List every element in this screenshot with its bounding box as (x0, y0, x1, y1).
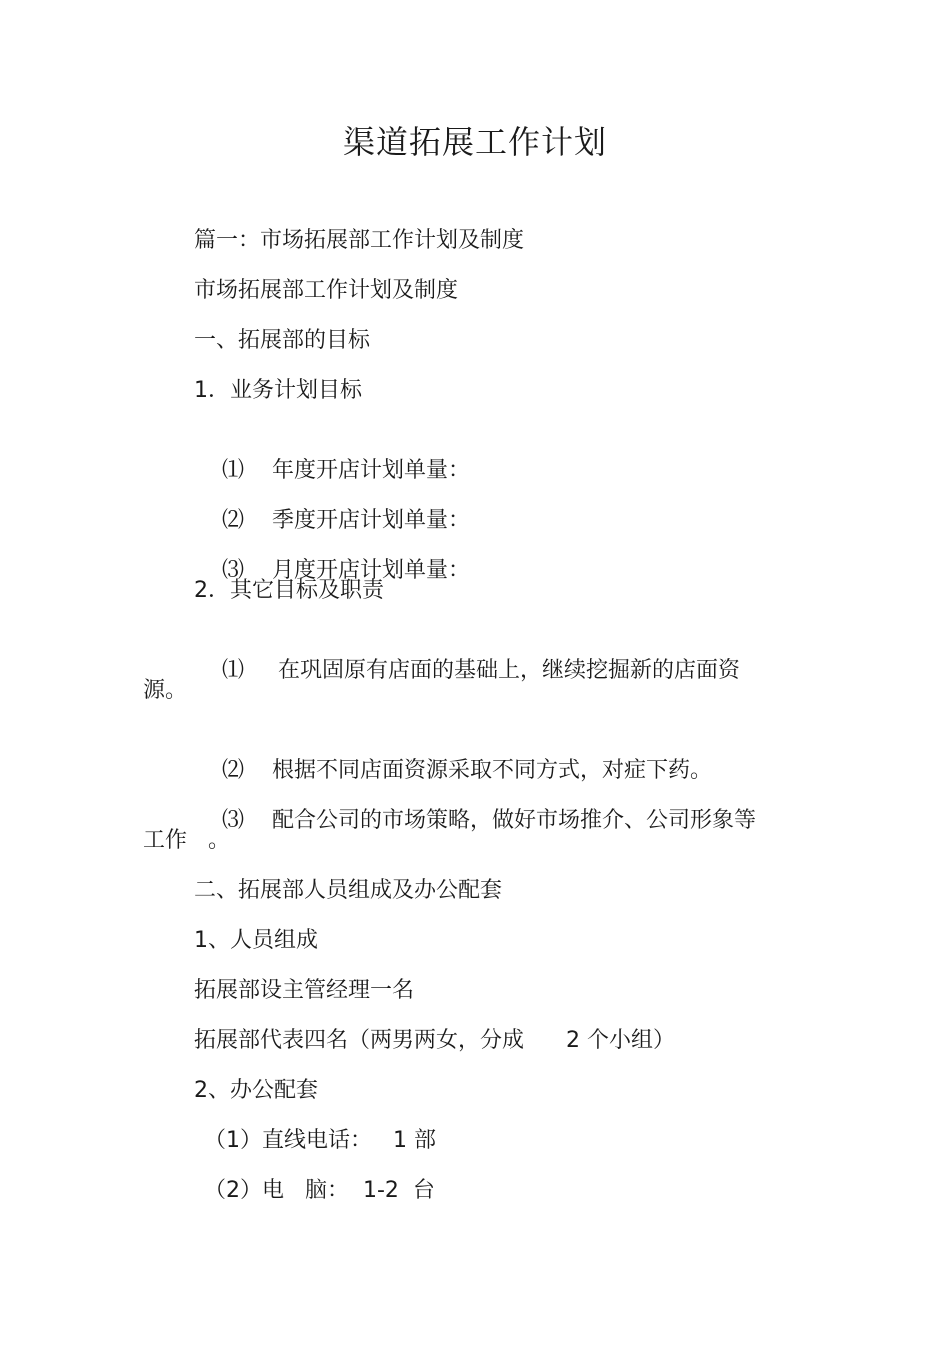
list-item-number: ⑶ (221, 558, 244, 583)
list-item-text: 配合公司的市场策略，做好市场推介、公司形象等 (271, 808, 756, 833)
list-item-text: 月度开店计划单量： (271, 558, 470, 583)
list-item-number: ⑴ (221, 658, 244, 683)
list-item (194, 626, 740, 716)
section-heading: 一、拓展部的目标 (194, 328, 371, 353)
list-item-number: ⑵ (221, 508, 244, 533)
list-item-text: 根据不同店面资源采取不同方式，对症下药。 (271, 758, 712, 783)
document-title: 渠道拓展工作计划 (342, 123, 607, 161)
text-line: 市场拓展部工作计划及制度 (194, 278, 459, 303)
list-item-text: 在巩固原有店面的基础上，继续挖掘新的店面资 (277, 658, 740, 683)
list-item-text: 年度开店计划单量： (271, 458, 470, 483)
list-item-number: ⑵ (221, 758, 244, 783)
list-item-text: 季度开店计划单量： (271, 508, 470, 533)
list-item-number: ⑶ (221, 808, 244, 833)
list-item-number: ⑴ (221, 458, 244, 483)
section-heading: 二、拓展部人员组成及办公配套 (194, 878, 503, 903)
list-item: （2）电 脑： 1-2 台 (204, 1178, 435, 1203)
list-item: （1）直线电话： 1 部 (204, 1128, 436, 1153)
text-line: 拓展部代表四名（两男两女，分成 2 个小组） (194, 1028, 675, 1053)
text-line: 工作 。 (143, 828, 230, 853)
text-line: 源。 (143, 678, 188, 703)
subsection-heading: 1．业务计划目标 (194, 378, 362, 403)
list-item (194, 776, 756, 866)
subsection-heading: 1、人员组成 (194, 928, 318, 953)
text-line: 拓展部设主管经理一名 (194, 978, 415, 1003)
subsection-heading: 2．其它目标及职责 (194, 578, 384, 603)
subsection-heading: 2、办公配套 (194, 1078, 318, 1103)
text-line: 篇一：市场拓展部工作计划及制度 (194, 228, 525, 253)
